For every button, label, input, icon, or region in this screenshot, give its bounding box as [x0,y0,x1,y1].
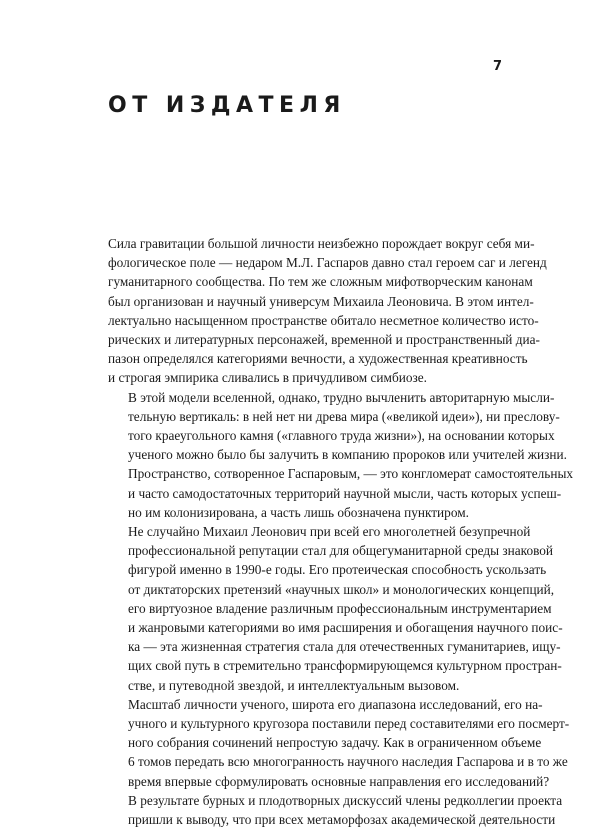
text-line: время впервые сформулировать основные направления его исследований? [128,773,550,789]
text-line: Сила гравитации большой личности неизбежно порождает вокруг себя ми- [108,236,535,251]
text-line: и часто самодостаточных территорий научной мысли, часть которых успеш- [128,485,562,501]
paragraph [108,388,574,522]
text-line: 6 томов передать всю многогранность научного наследия Гаспарова и в то же [128,754,568,770]
text-line: пазон определялся категориями вечности, а художественная креативность [108,351,528,367]
text-line: был организован и научный универсум Михаила Леоновича. В этом интел- [108,293,534,309]
text-line: его виртуозное владение различным профессиональным инструментарием [128,600,552,616]
text-line: и строгая эмпирика сливались в причудливом симбиозе. [108,370,427,386]
text-line: В этой модели вселенной, однако, трудно вычленить авторитарную мысли- [128,389,555,405]
text-line: ученого можно было бы залучить в компанию пророков или учителей жизни. [128,447,567,463]
text-line: стве, и путеводной звездой, и интеллектуальным вызовом. [128,677,460,693]
text-line: ка — эта жизненная стратегия стала для отечественных гуманитариев, ищу- [128,639,561,655]
page-number: 7 [493,59,503,74]
text-line: лектуально насыщенном пространстве обитало несметное количество исто- [108,312,539,328]
text-line: щих свой путь в стремительно трансформирующемся культурном простран- [128,658,562,674]
text-line: Не случайно Михаил Леонович при всей его многолетней безупречной [128,524,531,540]
text-line: профессиональной репутации стал для общегуманитарной среды знаковой [128,543,554,559]
page-title: ОТ ИЗДАТЕЛЯ [108,93,346,118]
text-line: Пространство, сотворенное Гаспаровым, — это конгломерат самостоятельных [128,466,574,482]
text-line: того краеугольного камня («главного труда жизни»), на основании которых [128,428,555,444]
text-line: и жанровыми категориями во имя расширения и обогащения научного поис- [128,620,563,636]
paragraph [108,234,547,388]
text-line: пришли к выводу, что при всех метаморфозах академической деятельности [128,812,556,828]
text-line: фигурой именно в 1990-е годы. Его протеическая способность ускользать [128,562,547,578]
paragraph [108,695,570,829]
text-line: но им колонизирована, а часть лишь обозначена пунктиром. [128,504,469,520]
text-line: Масштаб личности ученого, широта его диапазона исследований, его на- [128,696,543,712]
paragraph [108,522,563,695]
body-text [108,234,574,829]
text-line: учного и культурного кругозора поставили перед составителями его посмерт- [128,716,570,732]
text-line: рических и литературных персонажей, временной и пространственный диа- [108,332,540,348]
text-line: тельную вертикаль: в ней нет ни древа мира («великой идеи»), ни преслову- [128,408,560,424]
text-line: от диктаторских претензий «научных школ» и монологических концепций, [128,581,555,597]
text-line: В результате бурных и плодотворных дискуссий члены редколлегии проекта [128,792,563,808]
text-line: фологическое поле — недаром М.Л. Гаспаров давно стал героем саг и легенд [108,255,547,271]
text-line: гуманитарного сообщества. По тем же сложным мифотворческим канонам [108,274,533,290]
text-line: ного собрания сочинений непростую задачу. Как в ограниченном объеме [128,735,542,751]
